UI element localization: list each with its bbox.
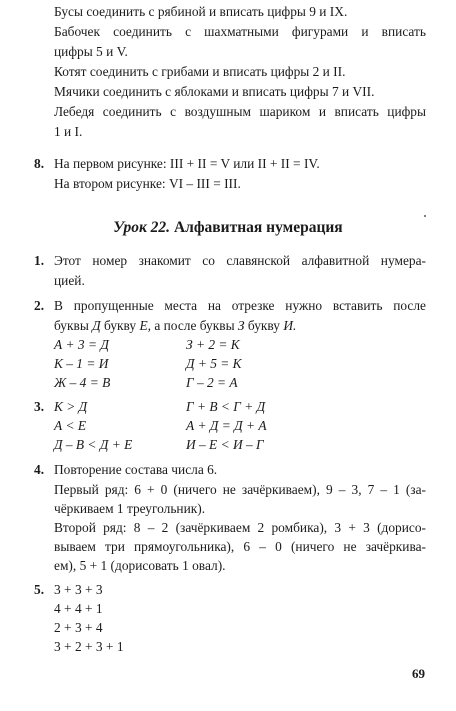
item3-left-2: А < Е [54, 418, 87, 433]
item3-left-3: Д – В < Д + Е [54, 437, 133, 452]
item2-text-e: а после буквы [151, 318, 238, 333]
speck-mark [424, 215, 426, 217]
lesson-heading [0, 218, 456, 237]
item2-line-1: В пропущенные места на отрезке нужно вставить после [54, 298, 426, 313]
item5-expr-1: 3 + 3 + 3 [54, 582, 103, 597]
letter-e: Е, [139, 318, 151, 333]
item2-right-eq-2: Д + 5 = К [186, 356, 242, 371]
item-number-3: 3. [34, 399, 45, 414]
item4-line-1: Повторение состава числа 6. [54, 462, 218, 477]
item8-line-2: На втором рисунке: VI – III = III. [54, 176, 241, 191]
item2-right-eq-1: З + 2 = К [186, 337, 240, 352]
item4-line-4: Второй ряд: 8 – 2 (зачёркиваем 2 ромбика), 3 + 3 (дорисо- [54, 520, 426, 535]
letter-d: Д [92, 318, 101, 333]
item3-left-1: К > Д [54, 399, 88, 414]
item2-text-a: буквы [54, 318, 93, 333]
item3-right-1: Г + В < Г + Д [186, 399, 266, 414]
text-line-balls: Мячики соединить с яблоками и вписать цифры 7 и VII. [54, 84, 375, 99]
item3-right-3: И – Е < И – Г [186, 437, 264, 452]
text-line-swan: Лебедя соединить с воздушным шариком и вписать цифры [54, 104, 426, 119]
item1-line-1: Этот номер знакомит со славянской алфавитной нумера- [54, 253, 426, 268]
item2-right-eq-3: Г – 2 = А [186, 375, 238, 390]
letter-i: И. [283, 318, 297, 333]
item-number-1: 1. [34, 253, 45, 268]
item2-left-eq-2: К – 1 = И [54, 356, 109, 371]
item2-text-c: букву [100, 318, 140, 333]
item2-left-eq-1: А + 3 = Д [54, 337, 109, 352]
item5-expr-3: 2 + 3 + 4 [54, 620, 103, 635]
item-number-5: 5. [34, 582, 45, 597]
text-line-kittens: Котят соединить с грибами и вписать цифры 2 и II. [54, 64, 346, 79]
lesson-prefix: Урок 22. [113, 219, 171, 236]
item2-text-g: букву [244, 318, 284, 333]
text-line-butterflies: Бабочек соединить с шахматными фигурами и вписать [54, 24, 426, 39]
item5-expr-2: 4 + 4 + 1 [54, 601, 103, 616]
item4-line-2: Первый ряд: 6 + 0 (ничего не зачёркиваем), 9 – 3, 7 – 1 (за- [54, 482, 426, 497]
item4-line-6: ем), 5 + 1 (дорисовать 1 овал). [54, 558, 226, 573]
item3-right-2: А + Д = Д + А [186, 418, 267, 433]
item-number-4: 4. [34, 462, 45, 477]
letter-z: З [237, 318, 245, 333]
item8-line-1: На первом рисунке: III + II = V или II + II = IV. [54, 156, 320, 171]
item2-left-eq-3: Ж – 4 = В [54, 375, 111, 390]
item-number-8: 8. [34, 156, 45, 171]
item5-expr-4: 3 + 2 + 3 + 1 [54, 639, 124, 654]
item1-line-2: цией. [54, 273, 85, 288]
text-line-swan-cont: 1 и I. [54, 124, 83, 139]
item2-line-2 [54, 316, 296, 335]
page-number: 69 [412, 666, 425, 681]
text-line-beads: Бусы соединить с рябиной и вписать цифры 9 и IX. [54, 4, 348, 19]
item4-line-3: чёркиваем 1 треугольник). [54, 501, 206, 516]
item4-line-5: вываем три прямоугольника), 6 – 0 (ничего не зачёркива- [54, 539, 426, 554]
lesson-title: Алфавитная нумерация [173, 219, 343, 236]
text-line-butterflies-cont: цифры 5 и V. [54, 44, 128, 59]
item-number-2: 2. [34, 298, 45, 313]
